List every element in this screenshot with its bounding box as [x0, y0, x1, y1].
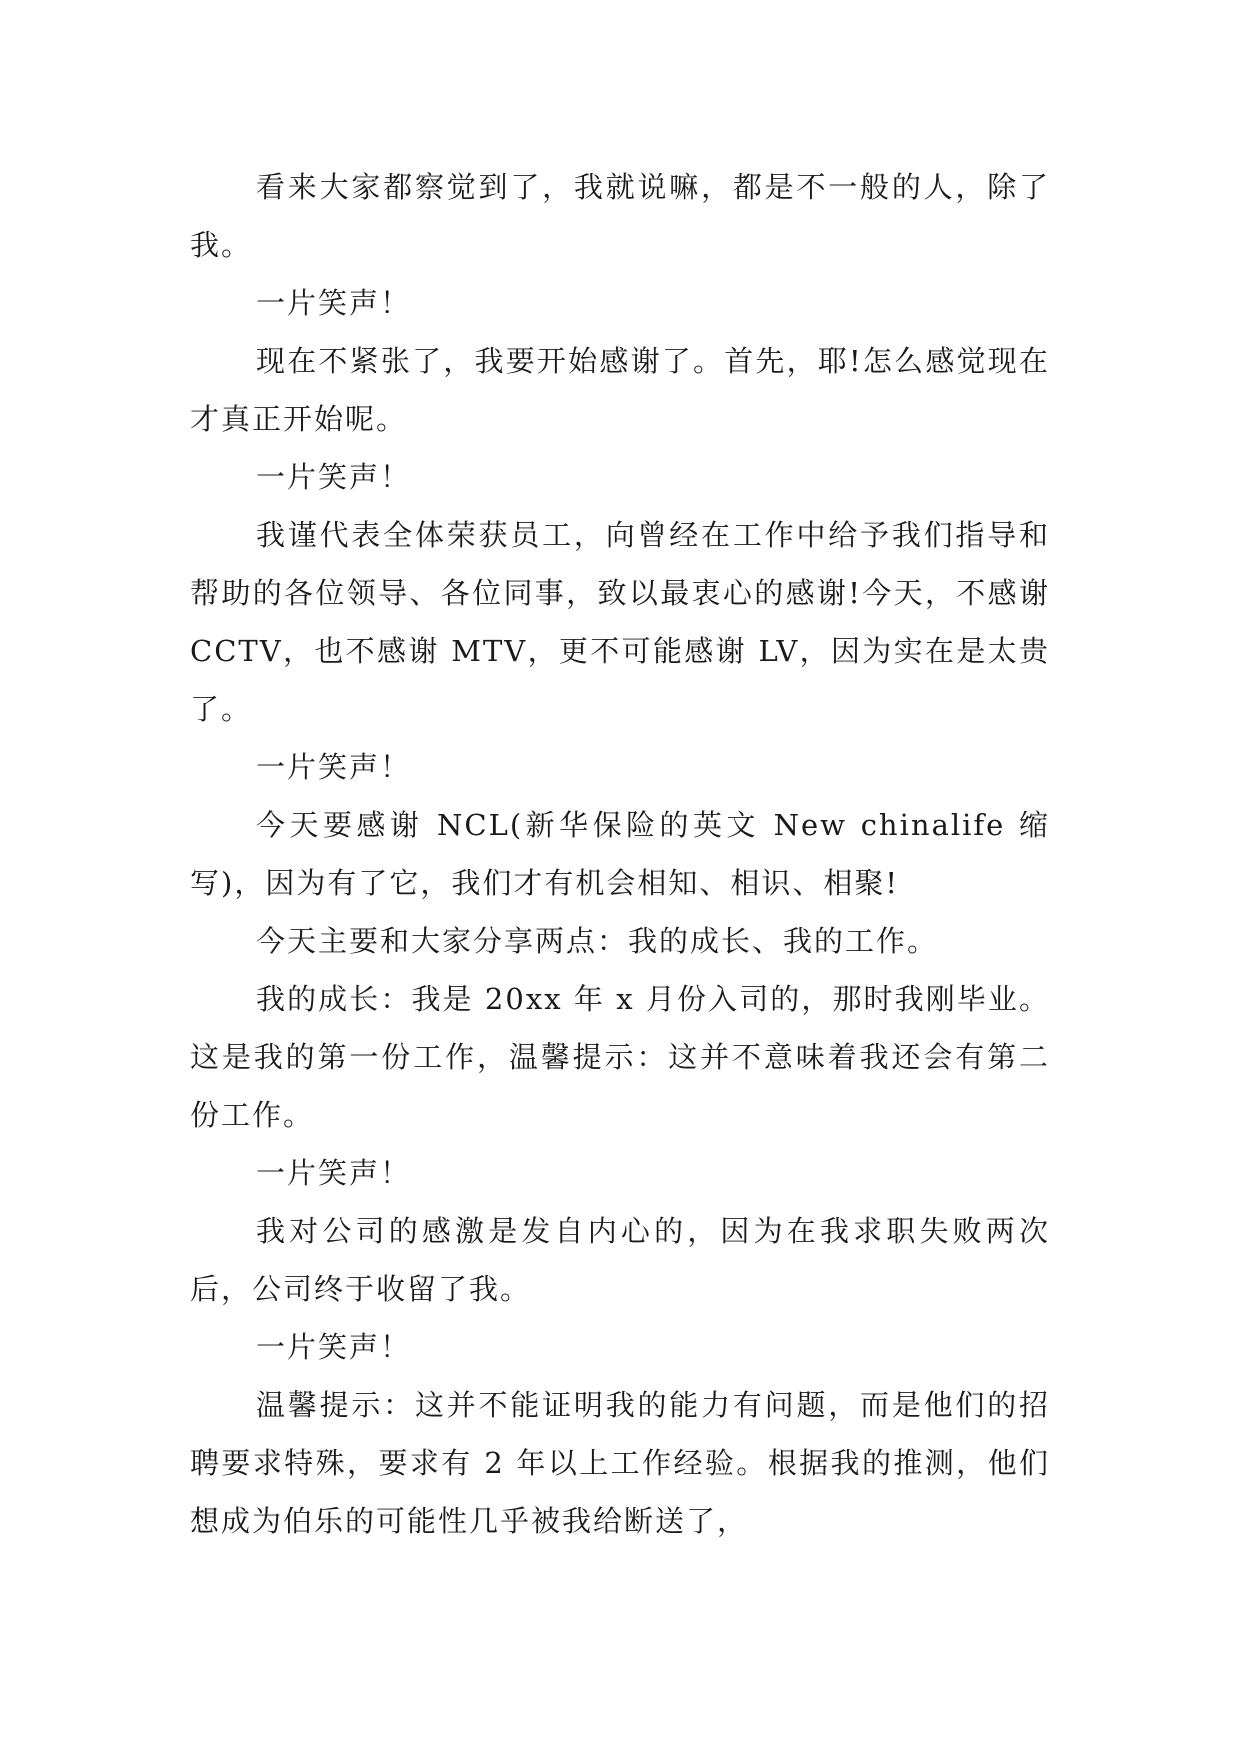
paragraph: 看来大家都察觉到了，我就说嘛，都是不一般的人，除了我。 [190, 170, 1050, 262]
paragraph: 今天要感谢 NCL(新华保险的英文 New chinalife 缩写)，因为有了它，我们才有机会相知、相识、相聚! [190, 808, 1050, 900]
paragraph: 我谨代表全体荣获员工，向曾经在工作中给予我们指导和帮助的各位领导、各位同事，致以最衷心的感谢!今天，不感谢 CCTV，也不感谢 MTV，更不可能感谢 LV，因为实在是太贵了。 [190, 518, 1062, 726]
paragraph: 现在不紧张了，我要开始感谢了。首先，耶!怎么感觉现在才真正开始呢。 [190, 344, 1050, 436]
paragraph: 一片笑声！ [256, 1330, 412, 1364]
paragraph: 一片笑声！ [256, 1156, 412, 1190]
paragraph: 今天主要和大家分享两点：我的成长、我的工作。 [256, 924, 939, 958]
paragraph: 一片笑声！ [256, 460, 412, 494]
paragraph: 一片笑声！ [256, 286, 412, 320]
paragraph: 我对公司的感激是发自内心的，因为在我求职失败两次后，公司终于收留了我。 [190, 1214, 1050, 1306]
paragraph: 我的成长：我是 20xx 年 x 月份入司的，那时我刚毕业。这是我的第一份工作，温馨提示：这并不意味着我还会有第二份工作。 [190, 982, 1050, 1132]
paragraph: 一片笑声！ [256, 750, 412, 784]
document-body [190, 158, 1062, 1550]
paragraph: 温馨提示：这并不能证明我的能力有问题，而是他们的招聘要求特殊，要求有 2 年以上工作经验。根据我的推测，他们想成为伯乐的可能性几乎被我给断送了， [190, 1388, 1050, 1538]
